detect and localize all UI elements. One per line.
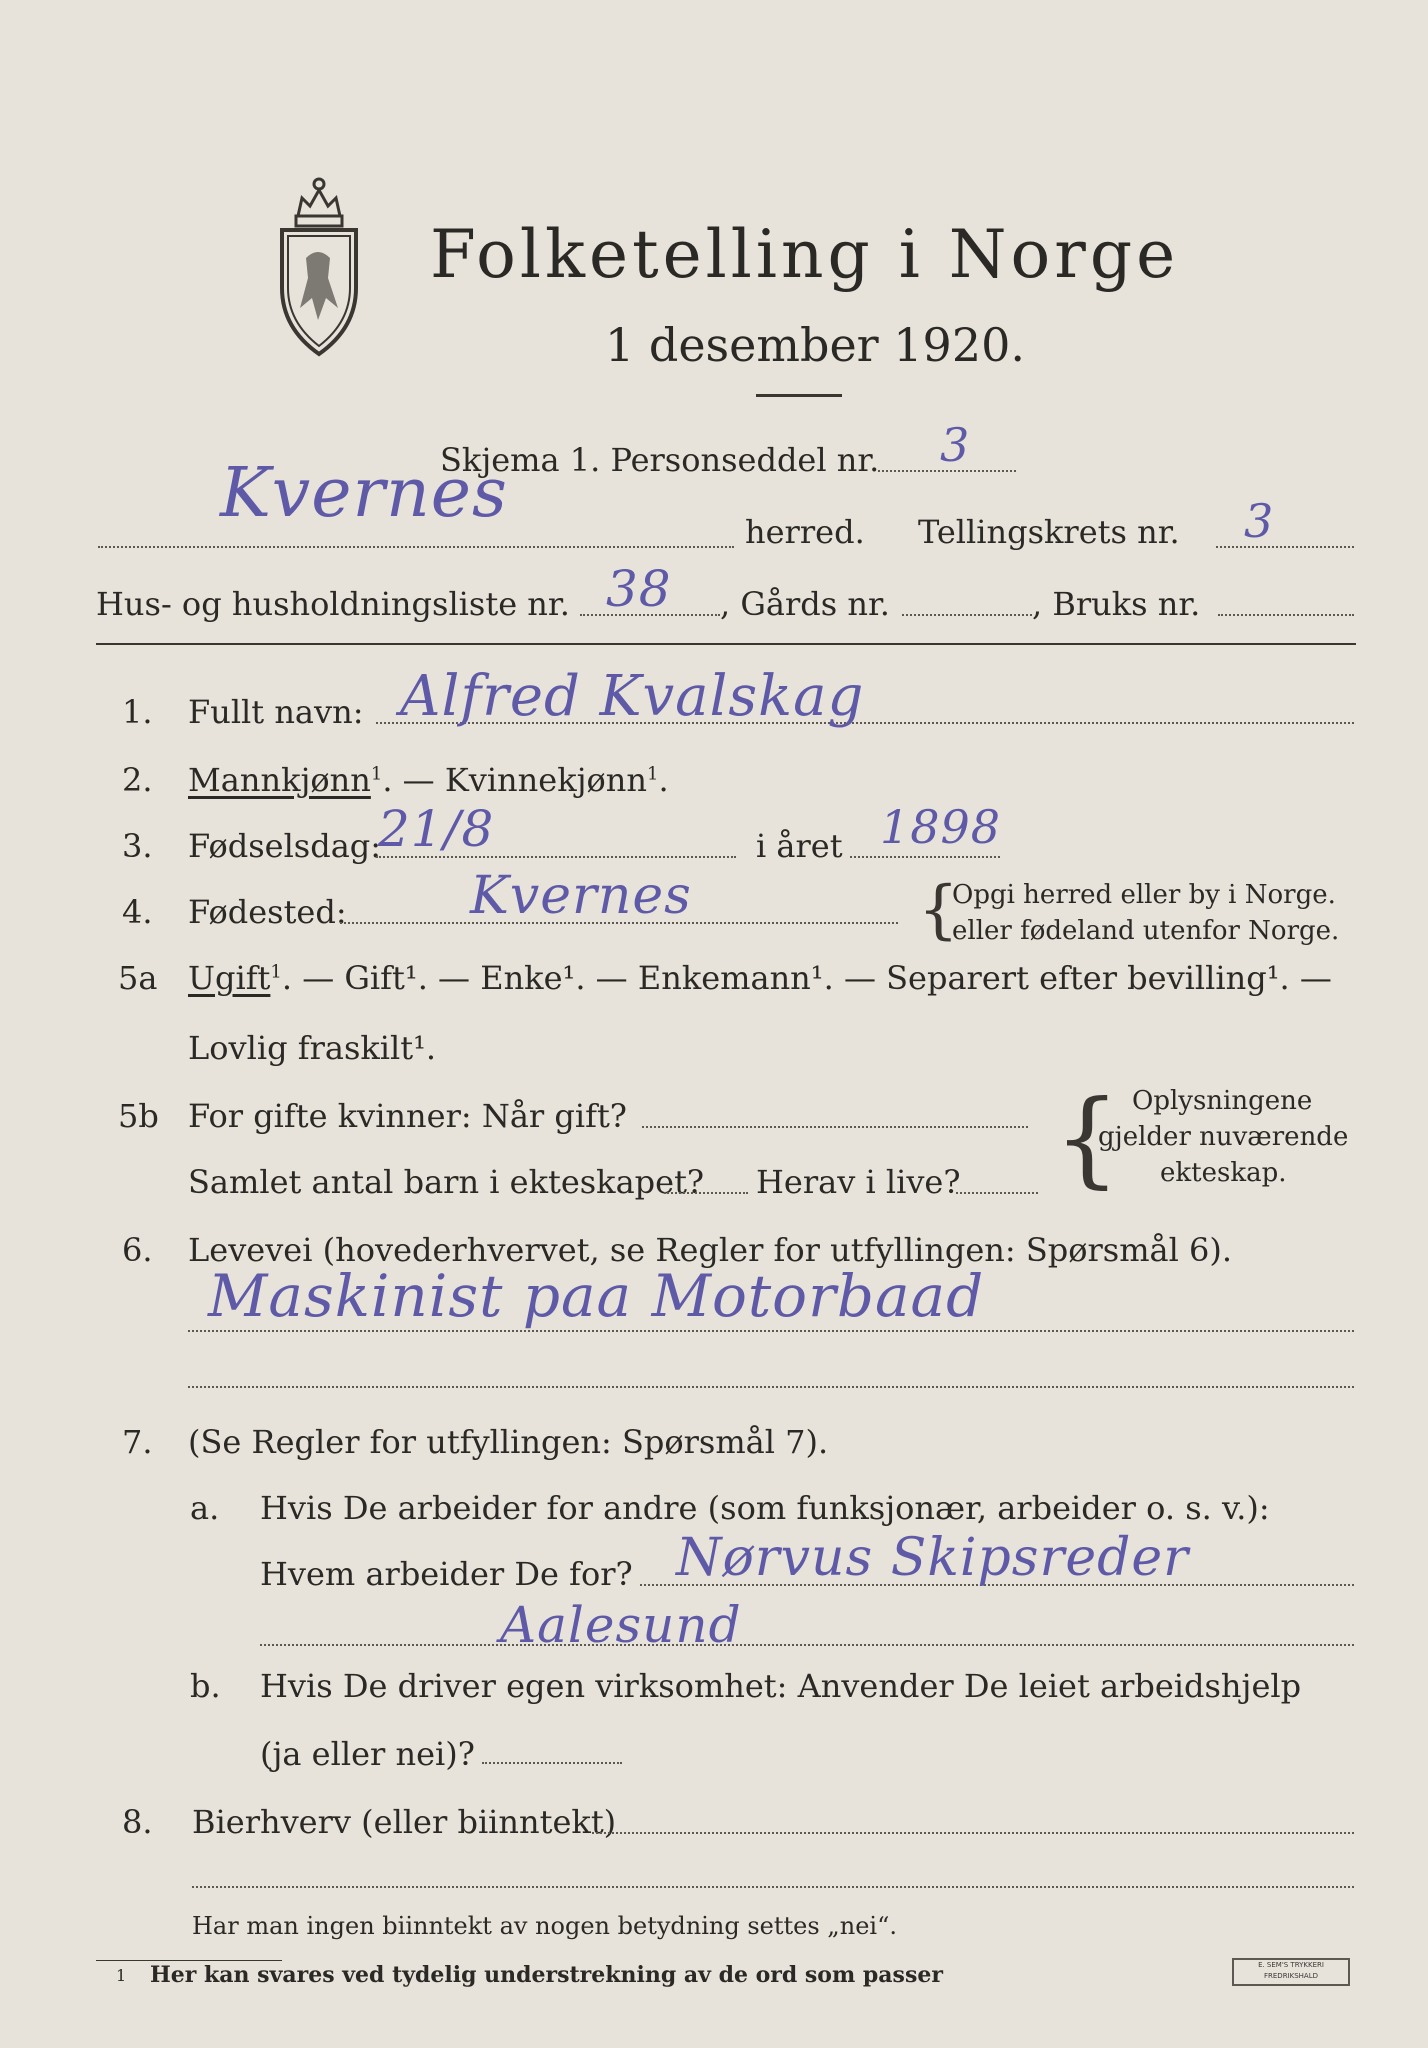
q7a-question: Hvem arbeider De for?	[260, 1555, 633, 1593]
q7b-label: Hvis De driver egen virksomhet: Anvender De leiet arbeidshjelp	[260, 1667, 1302, 1705]
q3-label: Fødselsdag:	[188, 827, 382, 865]
footnote-divider	[96, 1960, 282, 1961]
employer-value-1: Nørvus Skipsreder	[676, 1528, 1190, 1588]
footnote-text: Her kan svares ved tydelig understrekning av de ord som passer	[150, 1962, 943, 1988]
q7-number: 7.	[122, 1423, 153, 1461]
side-income-field-line-1	[592, 1832, 1354, 1834]
married-when-field-line	[642, 1126, 1028, 1128]
q4-note-line2: eller fødeland utenfor Norge.	[952, 916, 1340, 946]
employer-field-line-2	[260, 1644, 1354, 1646]
q5a-number: 5a	[118, 959, 158, 997]
gender-female-option: Kvinnekjønn	[444, 761, 647, 799]
marital-other-options: . — Gift¹. — Enke¹. — Enkemann¹. — Separert efter bevilling¹. —	[281, 959, 1332, 997]
q5b-number: 5b	[118, 1097, 159, 1135]
birthyear-field-line	[850, 856, 1000, 858]
q8-label: Bierhverv (eller biinntekt)	[192, 1803, 617, 1841]
q5b-alive-label: Herav i live?	[756, 1163, 961, 1201]
birthdate-value: 21/8	[378, 800, 495, 858]
footnote-ref: 1	[270, 961, 282, 983]
q7b-letter: b.	[190, 1667, 221, 1705]
no-income-note: Har man ingen biinntekt av nogen betydning settes „nei“.	[192, 1912, 897, 1940]
occupation-field-line-1	[188, 1330, 1354, 1332]
hired-help-field-line	[482, 1762, 622, 1764]
q6-number: 6.	[122, 1231, 153, 1269]
marital-ugift-option: Ugift	[188, 959, 271, 997]
q5b-note-line3: ekteskap.	[1160, 1158, 1287, 1188]
herred-label: herred.	[745, 513, 865, 551]
q7a-label: Hvis De arbeider for andre (som funksjonær, arbeider o. s. v.):	[260, 1489, 1270, 1527]
q5b-married-label: For gifte kvinner: Når gift?	[188, 1097, 627, 1135]
title-divider	[756, 394, 842, 397]
birthyear-label: i året	[756, 827, 843, 865]
gender-end: .	[658, 761, 669, 799]
alive-field-line	[956, 1192, 1038, 1194]
birthplace-value: Kvernes	[470, 866, 692, 926]
census-date: 1 desember 1920.	[605, 318, 1025, 372]
husliste-label: Hus- og husholdningsliste nr.	[96, 585, 570, 623]
footnote-mark: 1	[116, 1966, 127, 1985]
q4-note-line1: Opgi herred eller by i Norge.	[952, 880, 1336, 910]
q4-label: Fødested:	[188, 893, 347, 931]
q4-number: 4.	[122, 893, 153, 931]
q7-label: (Se Regler for utfyllingen: Spørsmål 7).	[188, 1423, 829, 1461]
q4-brace: {	[918, 873, 959, 947]
q3-number: 3.	[122, 827, 153, 865]
full-name-value: Alfred Kvalskag	[400, 664, 865, 729]
tellingskrets-label: Tellingskrets nr.	[918, 513, 1180, 551]
birthyear-value: 1898	[880, 800, 1002, 854]
skjema-label: Skjema 1. Personseddel nr.	[440, 441, 880, 479]
occupation-value: Maskinist paa Motorbaad	[208, 1262, 985, 1330]
occupation-field-line-2	[188, 1386, 1354, 1388]
form-title: Folketelling i Norge	[430, 216, 1180, 293]
personseddel-number: 3	[940, 418, 971, 472]
herred-name: Kvernes	[220, 454, 508, 533]
q5b-brace: {	[1054, 1077, 1121, 1199]
q7b-question: (ja eller nei)?	[260, 1735, 475, 1773]
q1-number: 1.	[122, 693, 153, 731]
herred-field-line	[98, 546, 734, 548]
q5a-line2: Lovlig fraskilt¹.	[188, 1029, 437, 1067]
tellingskrets-field-line	[1216, 546, 1354, 548]
bruks-field-line	[1218, 614, 1354, 616]
printer-mark	[1232, 1958, 1350, 1986]
footnote-ref: 1	[370, 763, 383, 785]
printer-text: E. SEM'S TRYKKERI FREDRIKSHALD	[1258, 1961, 1324, 1980]
q7a-letter: a.	[190, 1489, 220, 1527]
q1-label: Fullt navn:	[188, 693, 364, 731]
bruks-label: , Bruks nr.	[1032, 585, 1201, 623]
q6-label: Levevei (hovederhvervet, se Regler for utfyllingen: Spørsmål 6).	[188, 1231, 1233, 1269]
q5a-options	[188, 959, 1332, 997]
gender-separator: . —	[382, 761, 445, 799]
header-separator	[96, 643, 1356, 645]
footnote-ref: 1	[647, 763, 659, 785]
q5b-children-label: Samlet antal barn i ekteskapet?	[188, 1163, 705, 1201]
gards-label: , Gårds nr.	[720, 585, 890, 623]
children-field-line	[664, 1192, 748, 1194]
q2-options	[188, 761, 669, 799]
norway-coat-of-arms-icon	[268, 158, 370, 358]
husliste-number: 38	[606, 560, 672, 618]
employer-value-2: Aalesund	[500, 1596, 742, 1654]
q2-number: 2.	[122, 761, 153, 799]
q5b-note-line2: gjelder nuværende	[1098, 1122, 1349, 1152]
tellingskrets-number: 3	[1244, 494, 1275, 548]
q8-number: 8.	[122, 1803, 153, 1841]
side-income-field-line-2	[192, 1886, 1354, 1888]
q5b-note-line1: Oplysningene	[1132, 1086, 1313, 1116]
gards-field-line	[902, 614, 1032, 616]
gender-male-option: Mannkjønn	[188, 761, 371, 799]
